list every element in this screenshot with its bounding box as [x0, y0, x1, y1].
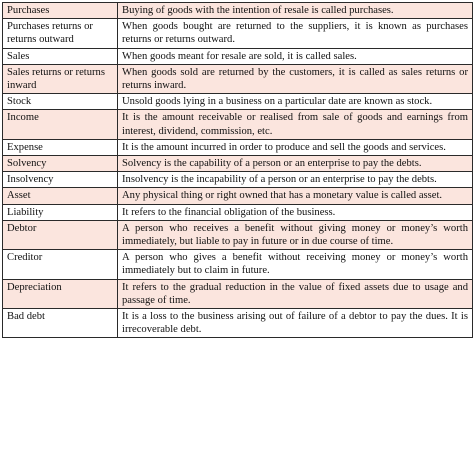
term-cell: Sales returns or returns inward — [3, 64, 118, 93]
glossary-table — [2, 2, 473, 338]
definition-cell: When goods bought are returned to the suppliers, it is known as purchases returns or returns outward. — [118, 19, 473, 48]
definition-cell: Buying of goods with the intention of resale is called purchases. — [118, 3, 473, 19]
definition-cell: When goods sold are returned by the customers, it is called as sales returns or returns inward. — [118, 64, 473, 93]
term-cell: Asset — [3, 188, 118, 204]
term-cell: Stock — [3, 94, 118, 110]
definition-cell: Unsold goods lying in a business on a particular date are known as stock. — [118, 94, 473, 110]
definition-cell: It refers to the gradual reduction in the value of fixed assets due to usage and passage of time. — [118, 279, 473, 308]
table-row — [3, 110, 473, 139]
table-row — [3, 279, 473, 308]
term-cell: Creditor — [3, 250, 118, 279]
definition-cell: Any physical thing or right owned that has a monetary value is called asset. — [118, 188, 473, 204]
definition-cell: A person who receives a benefit without giving money or money’s worth immediately, but liable to pay in future or in due course of time. — [118, 220, 473, 249]
term-cell: Purchases — [3, 3, 118, 19]
term-cell: Solvency — [3, 156, 118, 172]
term-cell: Sales — [3, 48, 118, 64]
definition-cell: A person who gives a benefit without receiving money or money’s worth immediately but to claim in future. — [118, 250, 473, 279]
definition-cell: When goods meant for resale are sold, it is called sales. — [118, 48, 473, 64]
definition-cell: Insolvency is the incapability of a person or an enterprise to pay the debts. — [118, 172, 473, 188]
table-row — [3, 250, 473, 279]
table-row — [3, 3, 473, 19]
table-row — [3, 172, 473, 188]
term-cell: Debtor — [3, 220, 118, 249]
definition-cell: Solvency is the capability of a person or an enterprise to pay the debts. — [118, 156, 473, 172]
term-cell: Expense — [3, 139, 118, 155]
table-row — [3, 188, 473, 204]
table-row — [3, 156, 473, 172]
table-row — [3, 94, 473, 110]
term-cell: Insolvency — [3, 172, 118, 188]
table-row — [3, 220, 473, 249]
table-row — [3, 48, 473, 64]
glossary-body — [3, 3, 473, 338]
definition-cell: It is the amount receivable or realised from sale of goods and earnings from interest, dividend, commission, etc. — [118, 110, 473, 139]
term-cell: Liability — [3, 204, 118, 220]
term-cell: Purchases returns or returns outward — [3, 19, 118, 48]
table-row — [3, 64, 473, 93]
term-cell: Income — [3, 110, 118, 139]
table-row — [3, 309, 473, 338]
table-row — [3, 19, 473, 48]
term-cell: Depreciation — [3, 279, 118, 308]
table-row — [3, 204, 473, 220]
definition-cell: It refers to the financial obligation of the business. — [118, 204, 473, 220]
term-cell: Bad debt — [3, 309, 118, 338]
table-row — [3, 139, 473, 155]
definition-cell: It is the amount incurred in order to produce and sell the goods and services. — [118, 139, 473, 155]
definition-cell: It is a loss to the business arising out of failure of a debtor to pay the dues. It is irrecoverable debt. — [118, 309, 473, 338]
